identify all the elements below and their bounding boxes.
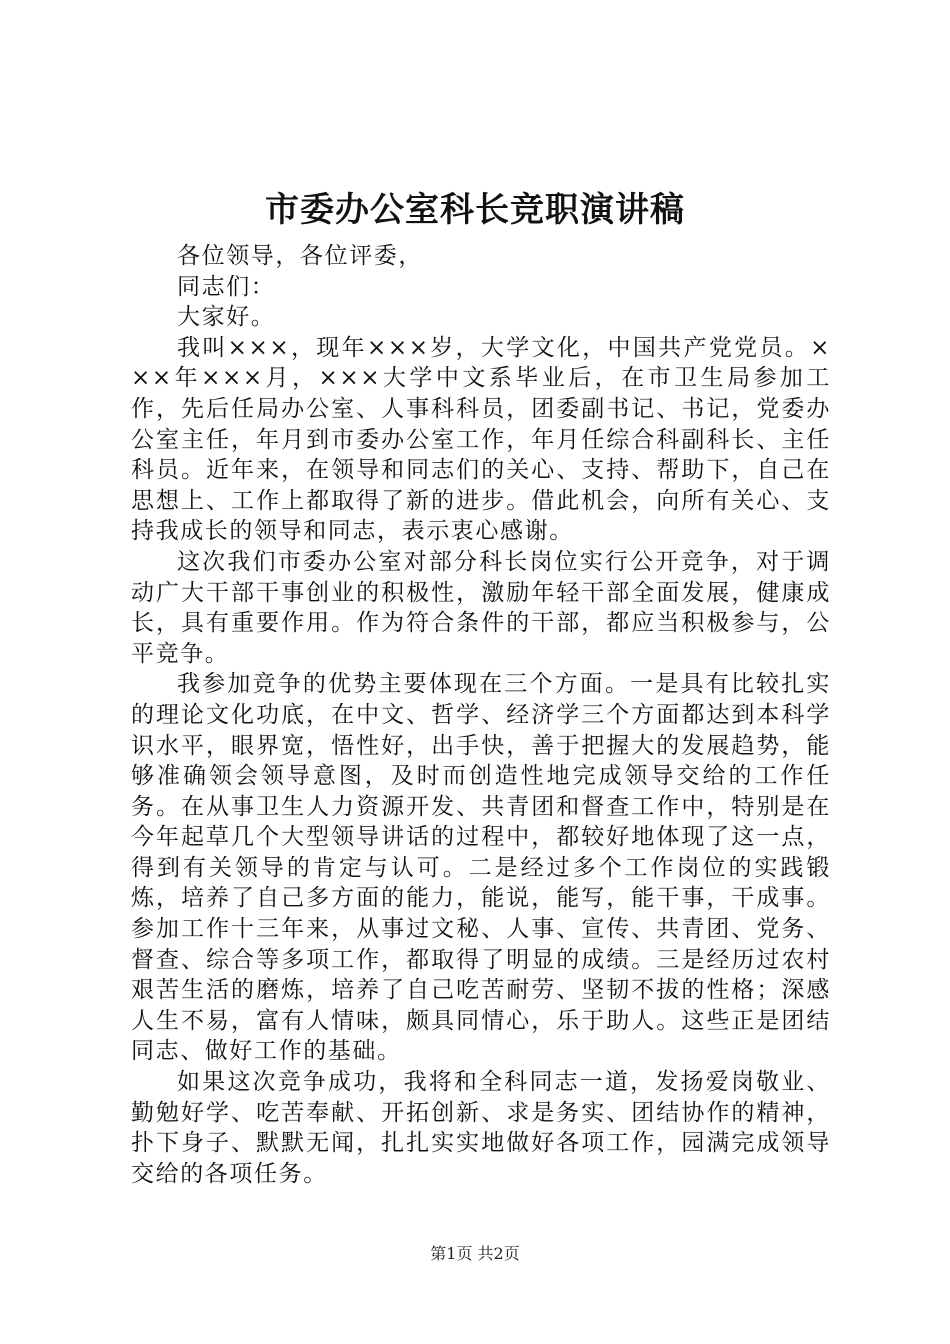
salutation-line: 同志们：	[177, 273, 276, 300]
salutation-line: 各位领导，各位评委，	[177, 243, 423, 269]
paragraph-advantages: 我参加竞争的优势主要体现在三个方面。一是具有比较扎实的理论文化功底，在中文、哲学、经济学三个方面都达到本科学识水平，眼界宽，悟性好，出手快，善于把握大的发展趋势，能够准确领会领导意图，及时而创造性地完成领导交给的工作任务。在从事卫生人力资源开发、共青团和督查工作中，特别是在今年起草几个大型领导讲话的过程中，都较好地体现了这一点，得到有关领导的肯定与认可。二是经过多个工作岗位的实践锻炼，培养了自己多方面的能力，能说，能写，能干事，干成事。参加工作十三年来，从事过文秘、人事、宣传、共青团、党务、督查、综合等多项工作，都取得了明显的成绩。三是经历过农村艰苦生活的磨炼，培养了自己吃苦耐劳、坚韧不拔的性格；深感人生不易，富有人情味，颇具同情心，乐于助人。这些正是团结同志、做好工作的基础。	[131, 671, 831, 1065]
paragraph-competition: 这次我们市委办公室对部分科长岗位实行公开竞争，对于调动广大干部干事创业的积极性，激励年轻干部全面发展，健康成长，具有重要作用。作为符合条件的干部，都应当积极参与，公平竞争。	[131, 548, 831, 667]
greeting-line: 大家好。	[177, 304, 276, 331]
paragraph-commitment: 如果这次竞争成功，我将和全科同志一道，发扬爱岗敬业、勤勉好学、吃苦奉献、开拓创新、求是务实、团结协作的精神，扑下身子、默默无闻，扎扎实实地做好各项工作，园满完成领导交给的各项任务。	[131, 1069, 831, 1187]
page-number-footer: 第1页 共2页	[430, 1244, 520, 1263]
paragraph-introduction: 我叫×××，现年×××岁，大学文化，中国共产党党员。×××年×××月，×××大学中文系毕业后，在市卫生局参加工作，先后任局办公室、人事科科员，团委副书记、书记，党委办公室主任，年月到市委办公室工作，年月任综合科副科长、主任科员。近年来，在领导和同志们的关心、支持、帮助下，自己在思想上、工作上都取得了新的进步。借此机会，向所有关心、支持我成长的领导和同志，表示衷心感谢。	[131, 334, 831, 545]
document-body	[131, 241, 831, 1189]
document-title: 市委办公室科长竞职演讲稿	[265, 190, 685, 230]
